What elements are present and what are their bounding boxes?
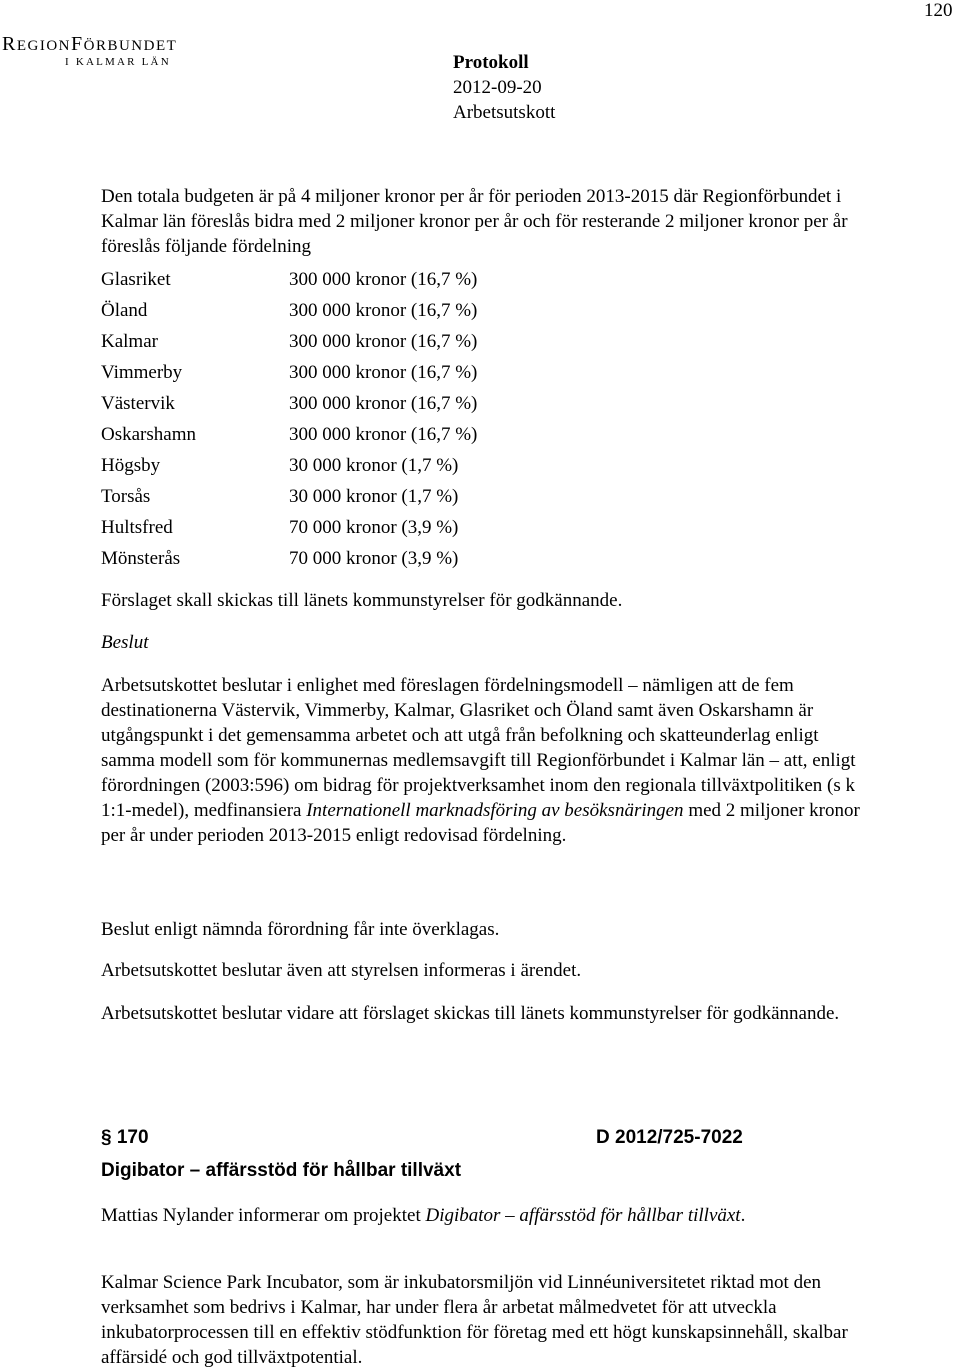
allocation-row: [101, 357, 477, 388]
allocation-amount: 300 000 kronor (16,7 %): [289, 331, 478, 352]
allocation-row: [101, 295, 477, 326]
meeting-date: 2012-09-20: [453, 77, 542, 98]
allocation-amount: 70 000 kronor (3,9 %): [289, 548, 459, 569]
beslut-heading: Beslut: [101, 632, 149, 653]
section-body-paragraph: Kalmar Science Park Incubator, som är inkubatorsmiljön vid Linnéuniversitetet riktad mot den verksamhet som bedrivs i Kalmar, har under flera år arbetat målmedvetet för att utveckla inkubatorprocessen till en effektiv stödfunktion för företag med ett högt kunskapsinnehåll, skalbar affärsidé och god tillväxtpotential.: [101, 1272, 848, 1368]
proposal-note: Förslaget skall skickas till länets kommunstyrelser för godkännande.: [101, 590, 623, 611]
allocation-row: [101, 419, 477, 450]
page-number: 120: [924, 0, 953, 21]
allocation-amount: 70 000 kronor (3,9 %): [289, 517, 459, 538]
allocation-amount: 300 000 kronor (16,7 %): [289, 424, 478, 445]
allocation-amount: 300 000 kronor (16,7 %): [289, 269, 478, 290]
allocation-place: Hultsfred: [101, 517, 173, 538]
allocation-list: [101, 264, 477, 574]
allocation-amount: 300 000 kronor (16,7 %): [289, 393, 478, 414]
decision-paragraph: Arbetsutskottet beslutar i enlighet med föreslagen fördelningsmodell – nämligen att de fem destinationerna Västervik, Vimmerby, Kalmar, Glasriket och Öland samt även Oskarshamn är utgångspunkt i det gemensamma arbetet och att utgå från befolkning och skatteunderlag enligt samma modell som för kommunernas medlemsavgift till Regionförbundet i Kalmar län – att, enligt förordningen (2003:596) om bidrag för projektverksamhet inom den regionala tillväxtpolitiken (s k 1:1-medel), medfinansiera Internationell marknadsföring av besöksnäringen med 2 miljoner kronor per år under perioden 2013-2015 enligt redovisad fördelning.: [101, 675, 860, 846]
allocation-place: Glasriket: [101, 269, 171, 290]
intro-paragraph: Den totala budgeten är på 4 miljoner kronor per år för perioden 2013-2015 där Regionförbundet i Kalmar län föreslås bidra med 2 miljoner kronor per år och för resterande 2 miljoner kronor per år föreslås följande fördelning: [101, 186, 848, 257]
allocation-amount: 30 000 kronor (1,7 %): [289, 486, 459, 507]
section-title: Digibator – affärsstöd för hållbar tillväxt: [101, 1160, 462, 1181]
case-id: D 2012/725-7022: [596, 1127, 743, 1148]
project-name: Internationell marknadsföring av besöksnäringen: [306, 800, 684, 821]
allocation-place: Västervik: [101, 393, 175, 414]
committee-name: Arbetsutskott: [453, 102, 556, 123]
forwarding-note: Arbetsutskottet beslutar vidare att förslaget skickas till länets kommunstyrelser för godkännande.: [101, 1003, 840, 1024]
allocation-row: [101, 264, 477, 295]
allocation-place: Mönsterås: [101, 548, 181, 569]
allocation-place: Öland: [101, 300, 148, 321]
section-number: § 170: [101, 1127, 149, 1148]
logo-subtitle: I KALMAR LÄN: [65, 56, 171, 68]
doc-type: Protokoll: [453, 52, 529, 73]
allocation-row: [101, 543, 477, 574]
allocation-place: Oskarshamn: [101, 424, 196, 445]
project-title: Digibator – affärsstöd för hållbar tillväxt: [425, 1205, 741, 1226]
allocation-row: [101, 481, 477, 512]
allocation-amount: 300 000 kronor (16,7 %): [289, 300, 478, 321]
allocation-row: [101, 512, 477, 543]
allocation-place: Torsås: [101, 486, 151, 507]
allocation-row: [101, 450, 477, 481]
appeal-note: Beslut enligt nämnda förordning får inte överklagas.: [101, 919, 500, 940]
section-intro-paragraph: Mattias Nylander informerar om projektet Digibator – affärsstöd för hållbar tillväxt.: [101, 1205, 746, 1226]
allocation-amount: 300 000 kronor (16,7 %): [289, 362, 478, 383]
board-info-note: Arbetsutskottet beslutar även att styrelsen informeras i ärendet.: [101, 960, 582, 981]
document-header: [453, 50, 555, 125]
allocation-place: Vimmerby: [101, 362, 183, 383]
allocation-place: Högsby: [101, 455, 161, 476]
allocation-row: [101, 326, 477, 357]
logo-wordmark: REGIONFÖRBUNDET: [2, 33, 178, 55]
allocation-place: Kalmar: [101, 331, 158, 352]
allocation-amount: 30 000 kronor (1,7 %): [289, 455, 459, 476]
regionforbundet-logo: [2, 34, 234, 74]
allocation-row: [101, 388, 477, 419]
